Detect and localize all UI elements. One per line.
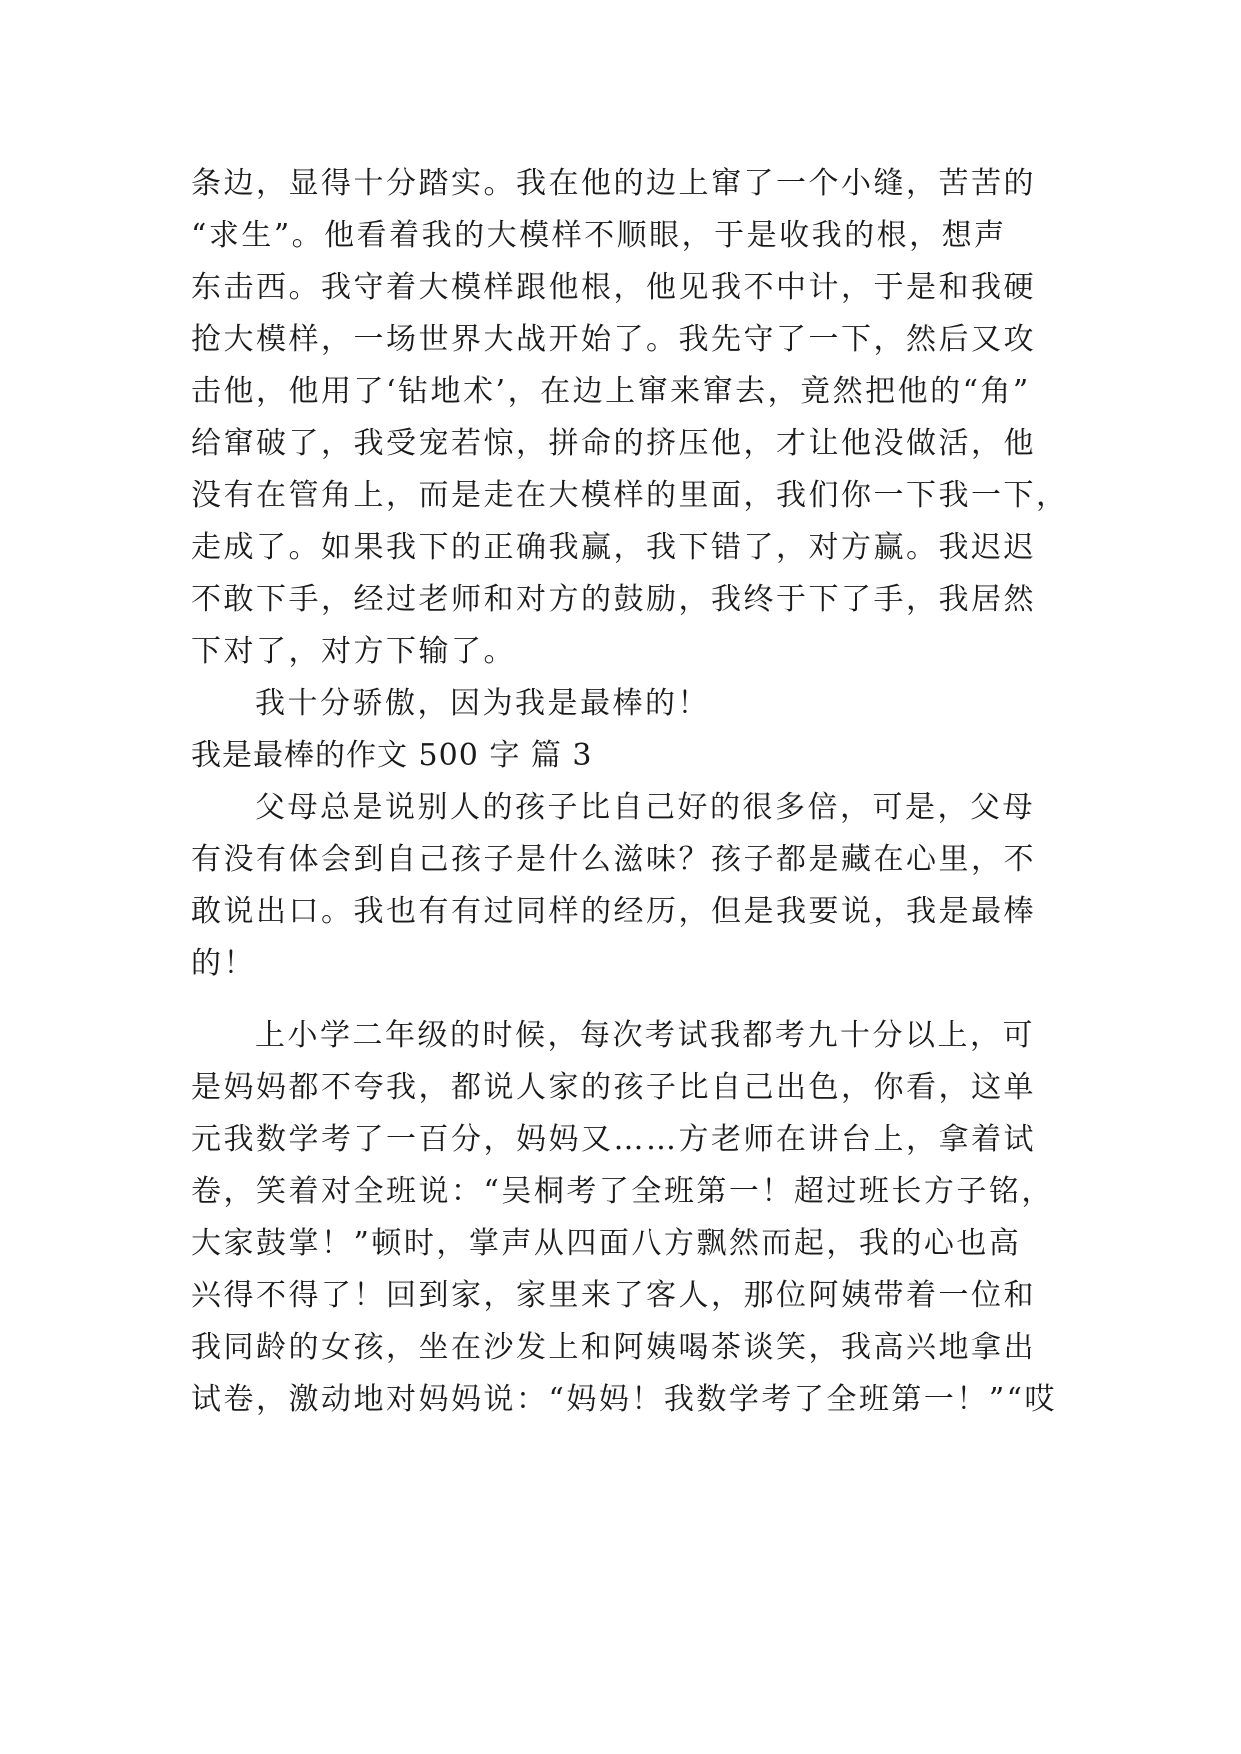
paragraph-2 [191,678,1051,730]
text-line: 走成了。如果我下的正确我赢，我下错了，对方赢。我迟迟 [191,530,1036,565]
text-line: 我同龄的女孩，坐在沙发上和阿姨喝茶谈笑，我高兴地拿出 [191,1330,1036,1365]
text-line: 的！ [191,946,256,981]
paragraph-1 [191,158,1069,678]
text-line: 下对了，对方下输了。 [191,634,516,669]
text-line: 卷，笑着对全班说：“吴桐考了全班第一！超过班长方子铭， [191,1174,1054,1209]
text-line: 元我数学考了一百分，妈妈又……方老师在讲台上，拿着试 [191,1122,1036,1157]
text-line: 有没有体会到自己孩子是什么滋味？孩子都是藏在心里，不 [191,842,1036,877]
text-line: 上小学二年级的时候，每次考试我都考九十分以上，可 [255,1018,1035,1053]
text-line: 兴得不得了！回到家，家里来了客人，那位阿姨带着一位和 [191,1278,1036,1313]
text-line: 不敢下手，经过老师和对方的鼓励，我终于下了手，我居然 [191,582,1036,617]
text-line: 是妈妈都不夸我，都说人家的孩子比自己出色，你看，这单 [191,1070,1036,1105]
text-line: 抢大模样，一场世界大战开始了。我先守了一下，然后又攻 [191,322,1036,357]
text-line: 条边，显得十分踏实。我在他的边上窜了一个小缝，苦苦的 [191,166,1036,201]
text-line: 没有在管角上，而是走在大模样的里面，我们你一下我一下， [191,478,1069,513]
text-line: “求生”。他看着我的大模样不顺眼，于是收我的根，想声 [191,218,1007,253]
text-line: 东击西。我守着大模样跟他根，他见我不中计，于是和我硬 [191,270,1036,305]
text-line: 试卷，激动地对妈妈说：“妈妈！我数学考了全班第一！”“哎 [191,1382,1058,1417]
paragraph-3 [191,782,1051,990]
text-line: 给窜破了，我受宠若惊，拼命的挤压他，才让他没做活，他 [191,426,1036,461]
section-heading: 我是最棒的作文 500 字 篇 3 [191,738,593,773]
text-line: 击他，他用了‘钻地术’，在边上窜来窜去，竟然把他的“角” [191,374,1031,409]
text-line: 大家鼓掌！”顿时，掌声从四面八方飘然而起，我的心也高 [191,1226,1022,1261]
text-line: 我十分骄傲，因为我是最棒的！ [255,686,710,721]
paragraph-4 [191,1010,1058,1426]
text-line: 父母总是说别人的孩子比自己好的很多倍，可是，父母 [255,790,1035,825]
text-line: 敢说出口。我也有有过同样的经历，但是我要说，我是最棒 [191,894,1036,929]
document-body [191,158,1069,1426]
